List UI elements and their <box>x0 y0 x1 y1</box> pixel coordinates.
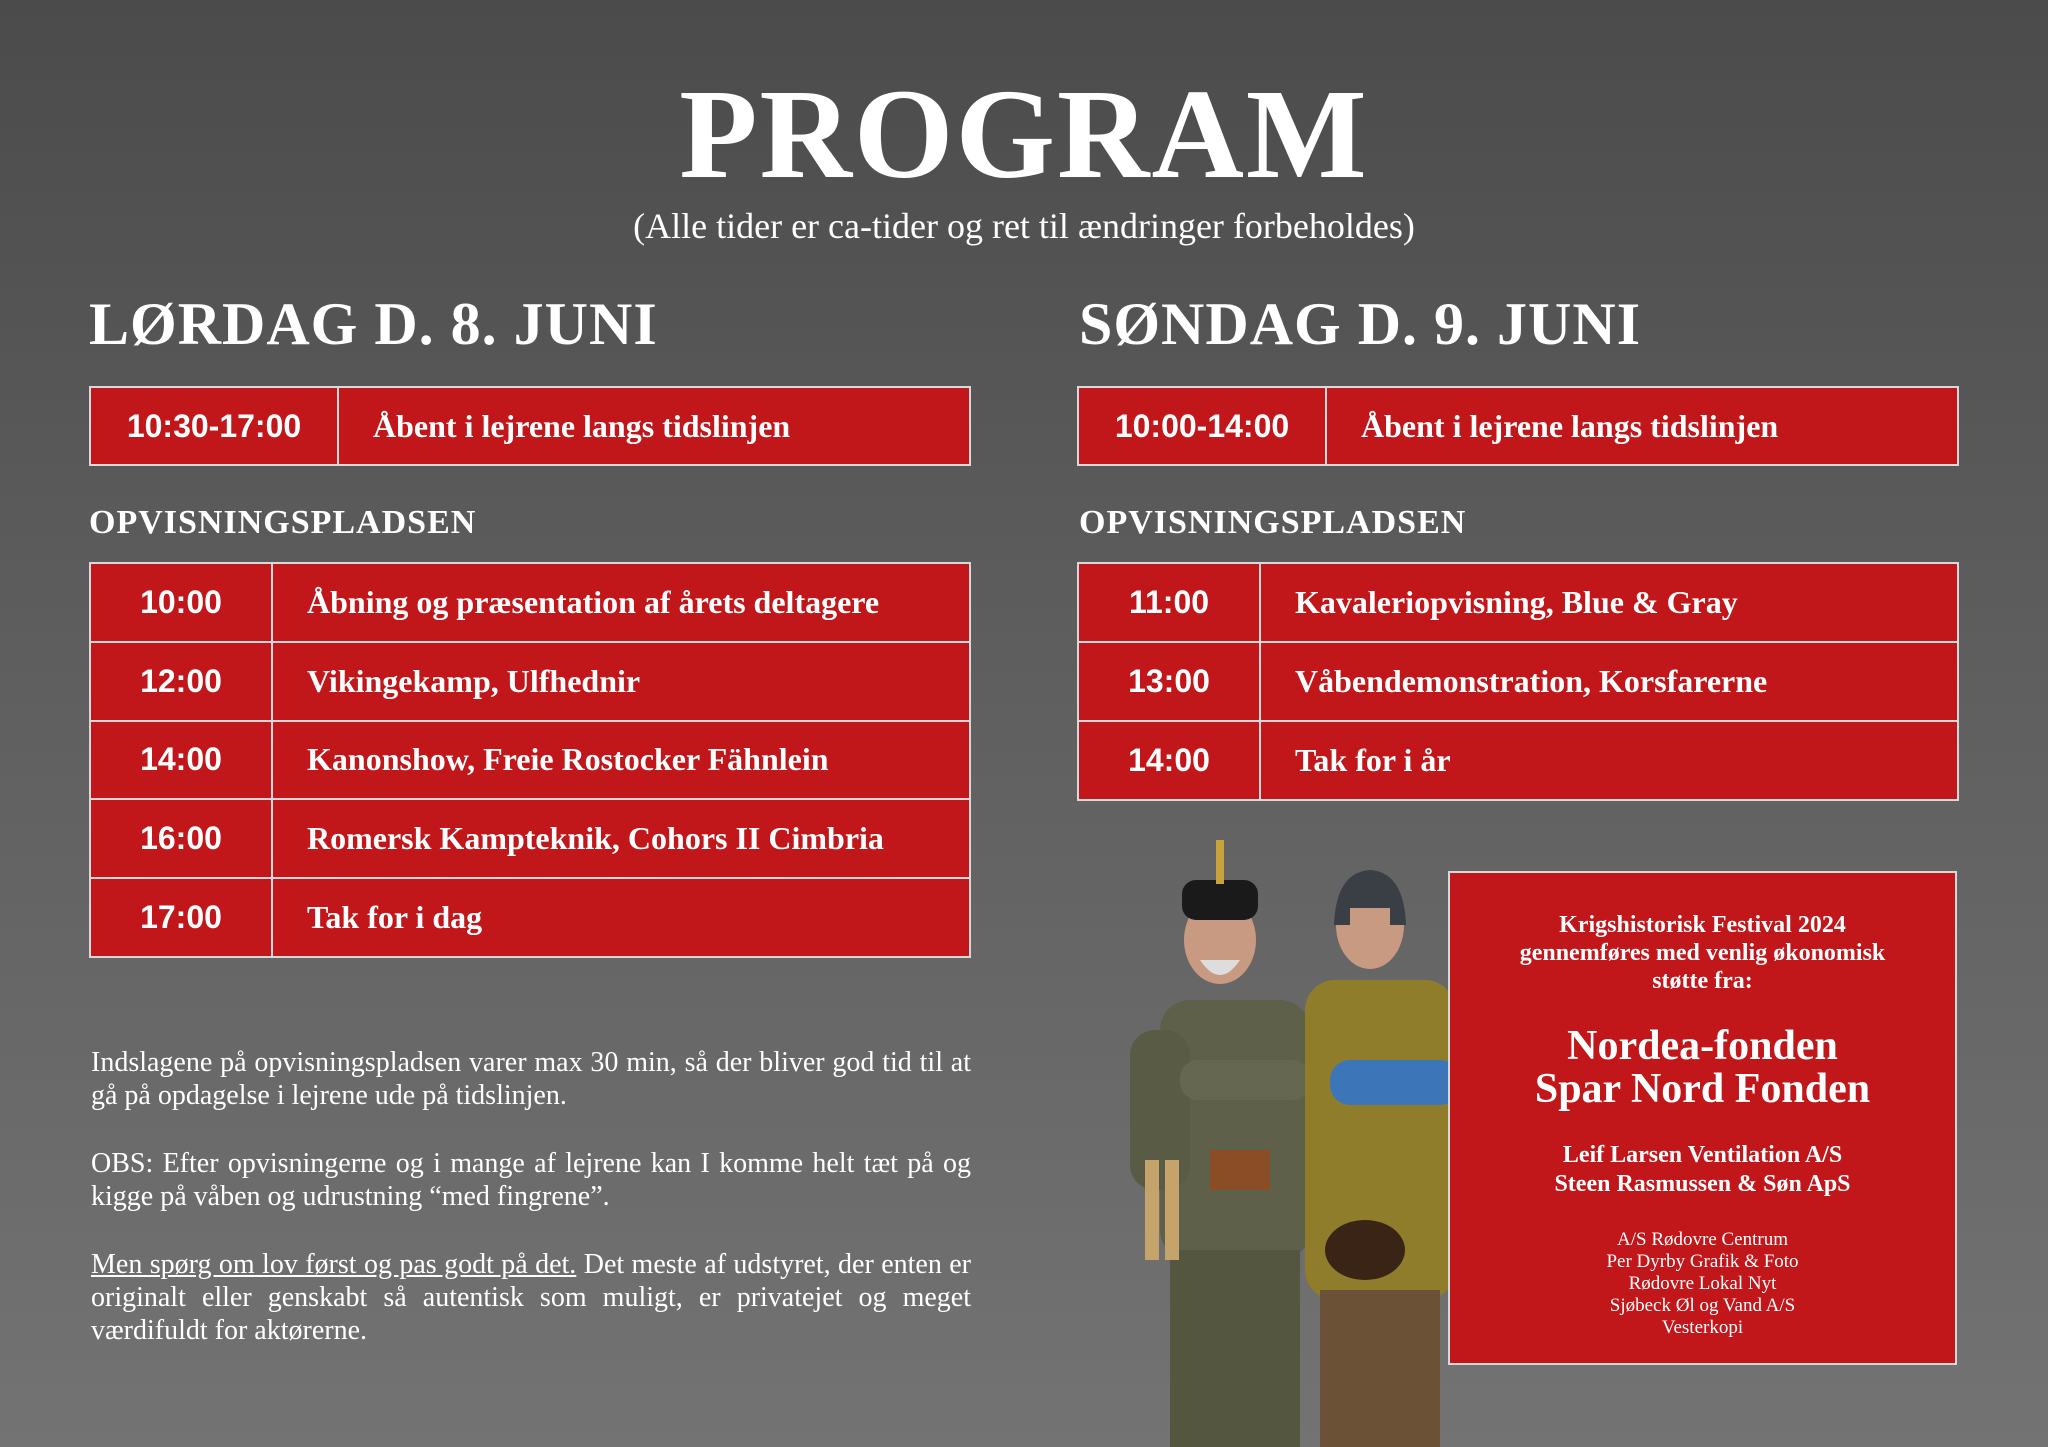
info-warning-underlined: Men spørg om lov først og pas godt på det. <box>91 1249 577 1280</box>
event-activity: Romersk Kampteknik, Cohors II Cimbria <box>272 799 970 878</box>
table-row <box>1078 721 1958 800</box>
info-paragraph-1: Indslagene på opvisningspladsen varer max 30 min, så der bliver god tid til at gå på opdagelse i lejrene ude på tidslinjen. <box>91 1047 971 1111</box>
event-activity: Våbendemonstration, Korsfarerne <box>1260 642 1958 721</box>
event-time: 12:00 <box>90 642 272 721</box>
sponsor-intro: Krigshistorisk Festival 2024 gennemføres med venlig økonomisk støtte fra: <box>1519 912 1886 994</box>
sunday-heading: SØNDAG D. 9. JUNI <box>1079 291 1642 357</box>
event-time: 11:00 <box>1078 563 1260 642</box>
sunday-open-row <box>1077 386 1959 466</box>
sponsor-name: Rødovre Lokal Nyt <box>1628 1273 1777 1294</box>
saturday-heading: LØRDAG D. 8. JUNI <box>89 291 658 357</box>
sponsor-name: Steen Rasmussen & Søn ApS <box>1554 1171 1851 1197</box>
info-paragraph-2: OBS: Efter opvisningerne og i mange af lejrene kan I komme helt tæt på og kigge på våben og udrustning “med fingrene”. <box>91 1148 971 1212</box>
sponsor-name: Per Dyrby Grafik & Foto <box>1606 1251 1799 1272</box>
table-row <box>1078 642 1958 721</box>
event-activity: Tak for i år <box>1260 721 1958 800</box>
open-time: 10:00-14:00 <box>1078 387 1326 465</box>
sponsor-box <box>1448 871 1957 1365</box>
viking-figure <box>1305 870 1460 1447</box>
open-time: 10:30-17:00 <box>90 387 338 465</box>
sponsor-name: Spar Nord Fonden <box>1534 1066 1871 1112</box>
mid-sponsors <box>1450 1141 1955 1199</box>
major-sponsors <box>1450 1025 1955 1111</box>
info-paragraph-3-rest: Det meste af udstyret, der enten er originalt eller genskabt så autentisk som muligt, er privatejet og meget værdifuldt for aktørerne. <box>91 1249 971 1346</box>
prussian-soldier-figure <box>1130 840 1310 1447</box>
sponsor-name: Leif Larsen Ventilation A/S <box>1562 1142 1843 1168</box>
page-subtitle: (Alle tider er ca-tider og ret til ændringer forbeholdes) <box>633 206 1415 246</box>
table-row <box>90 878 970 957</box>
sponsor-name: Nordea-fonden <box>1567 1023 1838 1069</box>
table-row <box>90 642 970 721</box>
event-time: 16:00 <box>90 799 272 878</box>
table-row <box>1078 563 1958 642</box>
table-row <box>90 721 970 800</box>
page-title: PROGRAM <box>679 63 1369 205</box>
event-time: 14:00 <box>1078 721 1260 800</box>
saturday-schedule <box>89 562 971 958</box>
reenactors-photo <box>1090 830 1510 1447</box>
event-activity: Vikingekamp, Ulfhednir <box>272 642 970 721</box>
table-row <box>90 563 970 642</box>
event-time: 14:00 <box>90 721 272 800</box>
info-paragraph-3 <box>91 1248 971 1347</box>
sunday-section-heading: OPVISNINGSPLADSEN <box>1079 504 1467 541</box>
minor-sponsors <box>1450 1229 1955 1339</box>
saturday-open-row <box>89 386 971 466</box>
event-activity: Åbning og præsentation af årets deltagere <box>272 563 970 642</box>
event-activity: Tak for i dag <box>272 878 970 957</box>
saturday-section-heading: OPVISNINGSPLADSEN <box>89 504 477 541</box>
event-time: 13:00 <box>1078 642 1260 721</box>
sponsor-name: A/S Rødovre Centrum <box>1617 1229 1788 1250</box>
event-activity: Kavaleriopvisning, Blue & Gray <box>1260 563 1958 642</box>
sponsor-name: Vesterkopi <box>1661 1317 1744 1338</box>
event-activity: Kanonshow, Freie Rostocker Fähnlein <box>272 721 970 800</box>
event-time: 10:00 <box>90 563 272 642</box>
event-time: 17:00 <box>90 878 272 957</box>
sponsor-name: Sjøbeck Øl og Vand A/S <box>1609 1295 1796 1316</box>
open-activity: Åbent i lejrene langs tidslinjen <box>338 387 970 465</box>
sunday-schedule <box>1077 562 1959 801</box>
open-activity: Åbent i lejrene langs tidslinjen <box>1326 387 1958 465</box>
table-row <box>90 799 970 878</box>
